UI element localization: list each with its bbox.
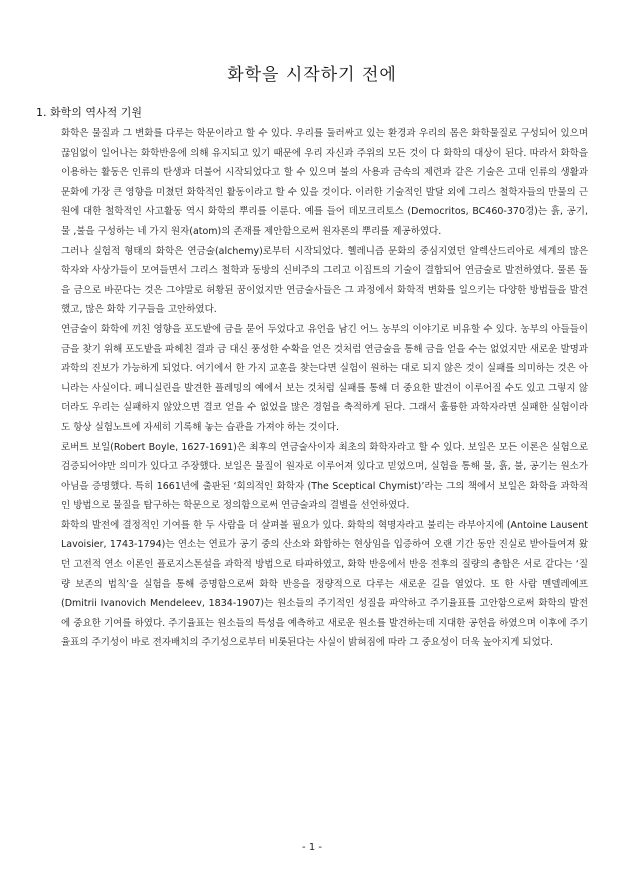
page-title: 화학을 시작하기 전에 — [227, 65, 397, 85]
section-heading: 1. 화학의 역사적 기원 — [36, 106, 142, 119]
page-number: - 1 - — [302, 842, 322, 853]
paragraph: 화학은 물질과 그 변화를 다루는 학문이라고 할 수 있다. 우리를 둘러싸고 있는 환경과 우리의 몸은 화학물질로 구성되어 있으며 끊임없이 일어나는 화학반응에 의해 유지되고 있기 때문에 우리 자신과 주위의 모든 것이 다 화학의 대상이 된다. 따라서 화학을 이용하는 활동은 인류의 탄생과 더불어 시작되었다고 할 수 있으며 불의 사용과 금속의 제련과 같은 기술은 고대 인류의 생활과 문화에 가장 큰 영향을 미쳤던 화학적인 활동이라고 할 수 있을 것이다. 이러한 기술적인 발달 외에 그리스 철학자들의 만물의 근원에 대한 철학적인 사고활동 역시 화학의 뿌리를 이룬다. 예를 들어 데모크리토스 (Democritos, BC460-370경)는 흙, 공기, 물 ,불을 구성하는 네 가지 원자(atom)의 존재를 제안함으로써 원자론의 뿌리를 제공하였다. — [61, 128, 588, 237]
body-text — [61, 124, 588, 653]
paragraph: 그러나 실험적 형태의 화학은 연금술(alchemy)로부터 시작되었다. 헬레니즘 문화의 중심지였던 알렉산드리아로 세계의 많은 학자와 사상가들이 모여들면서 그리스 철학과 동방의 신비주의 그리고 이집트의 기술이 결합되어 연금술로 발전하였다. 물론 돌을 금으로 바꾼다는 것은 그야말로 허황된 꿈이었지만 연금술사들은 그 과정에서 화학적 변화를 일으키는 다양한 방법들을 발견했고, 많은 화학 기구들을 고안하였다. — [61, 245, 588, 316]
paragraph: 로버트 보일(Robert Boyle, 1627-1691)은 최후의 연금술사이자 최초의 화학자라고 할 수 있다. 보일은 모든 이론은 실험으로 검증되어야만 의미가 있다고 주장했다. 보일은 물질이 원자로 이루어져 있다고 믿었으며, 실험을 통해 물, 흙, 불, 공기는 원소가 아님을 증명했다. 특히 1661년에 출판된 ‘회의적인 화학자 (The Sceptical Chymist)’라는 그의 책에서 보일은 화학을 과학적인 방법으로 물질을 탐구하는 학문으로 정의함으로써 연금술과의 결별을 선언하였다. — [61, 441, 588, 512]
paragraph: 연금술이 화학에 끼친 영향을 포도밭에 금을 묻어 두었다고 유언을 남긴 어느 농부의 이야기로 비유할 수 있다. 농부의 아들들이 금을 찾기 위해 포도밭을 파헤친 결과 금 대신 풍성한 수확을 얻은 것처럼 연금술을 통해 금을 얻을 수는 없었지만 새로운 발명과 과학의 진보가 가능하게 되었다. 여기에서 한 가지 교훈을 찾는다면 실험이 원하는 대로 되지 않은 것이 실패를 의미하는 것은 아니라는 사실이다. 페니실린을 발견한 플레밍의 예에서 보는 것처럼 실패를 통해 더 중요한 발견이 이루어질 수도 있고 그렇지 않더라도 우리는 실패하지 않았으면 결코 얻을 수 없었을 많은 경험을 축적하게 된다. 그래서 훌륭한 과학자라면 실패한 실험이라도 항상 실험노트에 자세히 기록해 놓는 습관을 가져야 하는 것이다. — [61, 323, 588, 433]
paragraph: 화학의 발전에 결정적인 기여를 한 두 사람을 더 살펴볼 필요가 있다. 화학의 혁명자라고 불리는 라부아지에 (Antoine Lausent Lavoisier, 1743-1794)는 연소는 연료가 공기 중의 산소와 화합하는 현상임을 입증하여 오랜 기간 동안 진실로 받아들여져 왔던 고전적 연소 이론인 플로지스톤설을 과학적 방법으로 타파하였고, 화학 반응에서 반응 전후의 질량의 총합은 서로 같다는 ‘질량 보존의 법칙’을 실험을 통해 증명함으로써 화학 반응을 정량적으로 다루는 새로운 길을 열었다. 또 한 사람 멘델레예프 (Dmitrii Ivanovich Mendeleev, 1834-1907)는 원소들의 주기적인 성질을 파악하고 주기율표를 고안함으로써 화학의 발전에 중요한 기여를 하였다. 주기율표는 원소들의 특성을 예측하고 새로운 원소를 발견하는데 지대한 공헌을 하였으며 이후에 주기율표의 주기성이 바로 전자배치의 주기성으로부터 비롯된다는 사실이 밝혀짐에 따라 그 중요성이 더욱 높아지게 되었다. — [61, 519, 588, 649]
